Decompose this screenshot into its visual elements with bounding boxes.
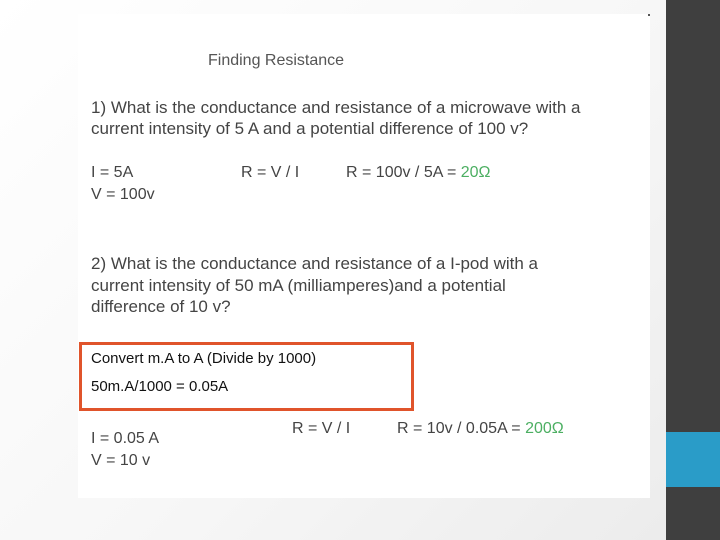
corner-dot [648,14,650,16]
conversion-result: 50m.A/1000 = 0.05A [91,378,229,395]
q2-given-current: I = 0.05 A [91,430,160,447]
q2-calculation [397,418,564,440]
q2-text-line1: 2) What is the conductance and resistance of a I-pod with a [91,254,538,273]
q2-calc-prefix: R = 10v / 0.05A = [397,420,526,437]
q2-formula: R = V / I [292,420,351,437]
sidebar-accent-block [666,432,720,487]
q1-given-current: I = 5A [91,164,134,181]
q1-calc-result: 20Ω [460,164,491,181]
q2-text-line3: difference of 10 v? [91,297,231,316]
conversion-instruction: Convert m.A to A (Divide by 1000) [91,350,317,367]
q1-formula: R = V / I [241,164,300,181]
q1-text-line2: current intensity of 5 A and a potential difference of 100 v? [91,119,529,138]
q2-text-line2: current intensity of 50 mA (milliamperes)and a potential [91,276,506,295]
q1-text-line1: 1) What is the conductance and resistance of a microwave with a [91,98,581,117]
q1-given-voltage: V = 100v [91,186,155,203]
q2-calc-result: 200Ω [525,420,564,437]
slide-title: Finding Resistance [208,52,345,69]
q1-calculation [346,162,491,184]
conversion-callout-box [79,342,414,411]
q2-given-voltage: V = 10 v [91,452,151,469]
q1-calc-prefix: R = 100v / 5A = [346,164,461,181]
